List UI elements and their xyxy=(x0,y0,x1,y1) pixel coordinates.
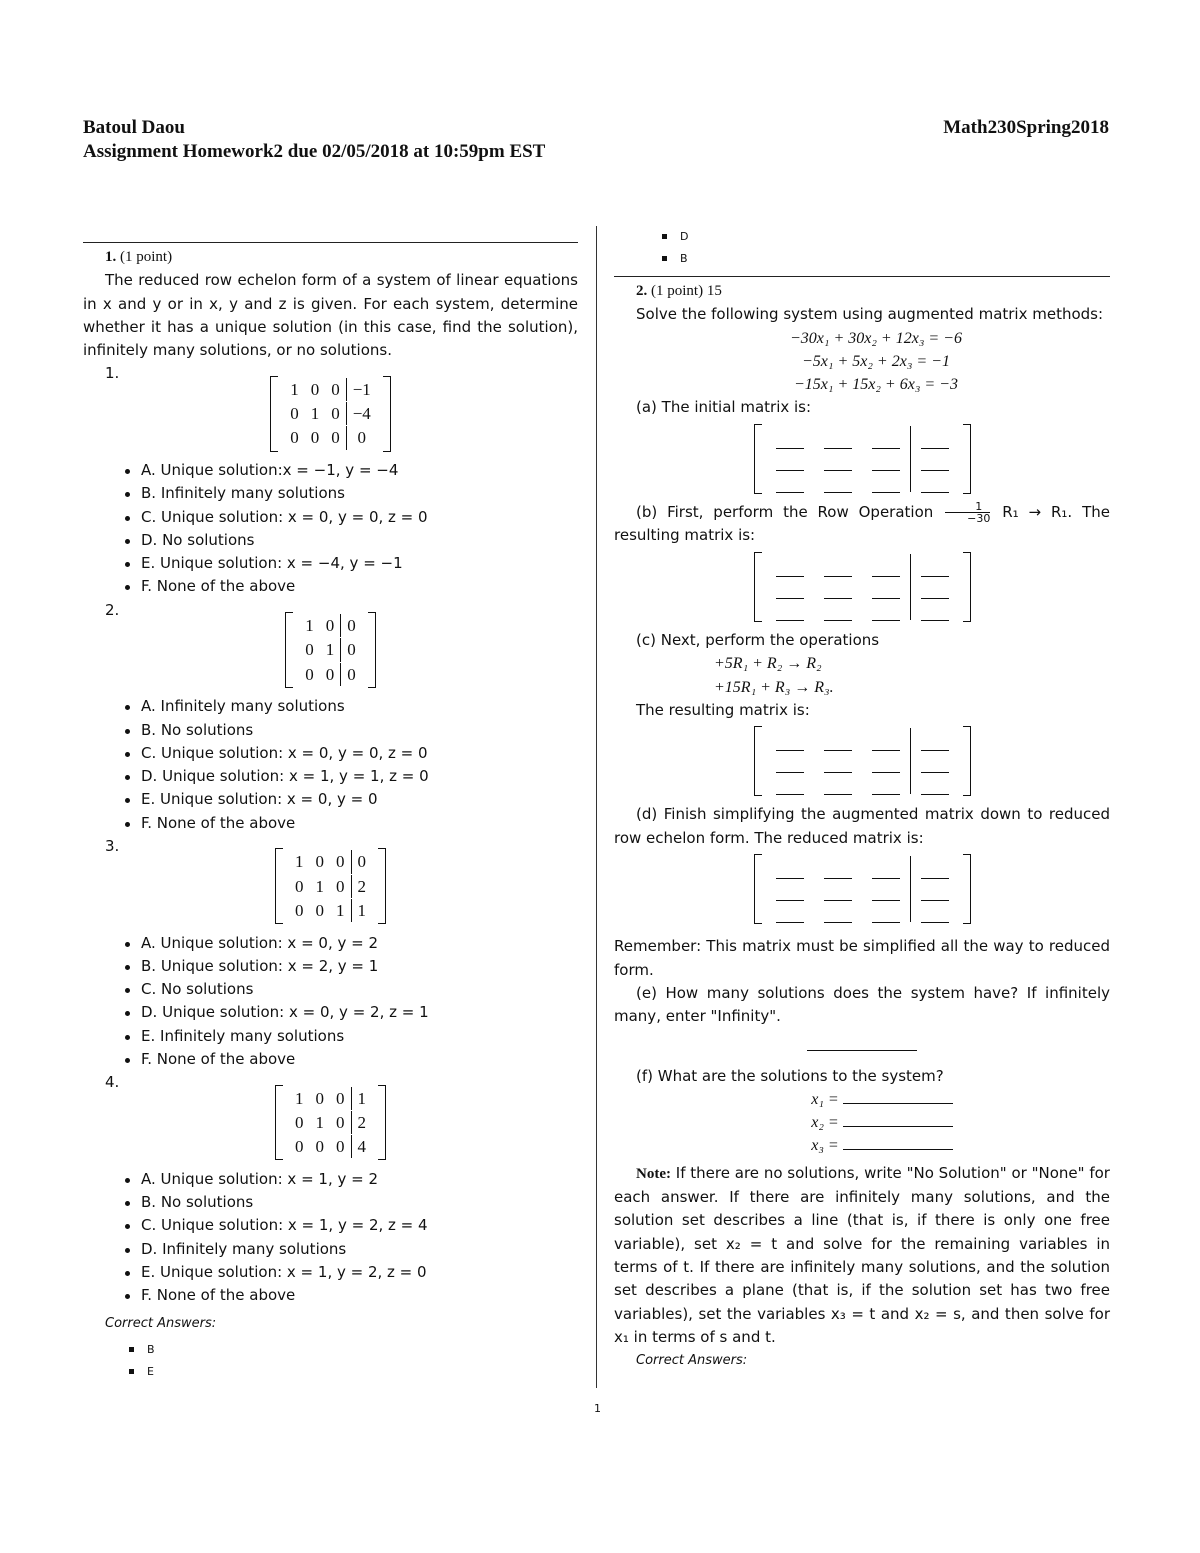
matrix-cell: 0 xyxy=(325,664,335,684)
resulting-matrix-input[interactable] xyxy=(614,722,1110,803)
matrix-left-bracket xyxy=(754,424,762,494)
matrix-cell: 0 xyxy=(305,664,314,684)
matrix-entries xyxy=(283,1085,378,1161)
option-list xyxy=(83,459,578,599)
blank-entries xyxy=(762,726,963,796)
problem-2 xyxy=(614,226,1110,1372)
correct-answer: D xyxy=(662,226,1110,248)
blank-line xyxy=(921,598,949,621)
matrix-blank[interactable] xyxy=(862,856,910,878)
matrix-blank[interactable] xyxy=(862,900,910,922)
matrix-cell: −1 xyxy=(346,378,377,401)
problem-rule xyxy=(83,242,578,243)
matrix xyxy=(275,848,386,924)
matrix-blank[interactable] xyxy=(910,554,959,576)
matrix-cell: 0 xyxy=(351,850,373,873)
problem-intro: The reduced row echelon form of a system of linear equations in x and y or in x, y and z is given. For each system, determine whether it has a unique solution (in this case, find the solution), infinitely many solutions, or no solutions. xyxy=(83,271,578,360)
answer-option[interactable]: B. No solutions xyxy=(125,1191,578,1214)
part-d-label: (d) Finish simplifying the augmented matrix down to reduced row echelon form. The reduced matrix is: xyxy=(614,805,1110,847)
matrix-blank[interactable] xyxy=(766,772,814,794)
note-body: If there are no solutions, write "No Solution" or "None" for each answer. If there are infinitely many solutions, and the solution set describes a line (that is, if there is only one free variable), set x₂ = t and solve for the remaining variables in terms of t. If there are infinitely many solutions, and the solution set describes a plane (that is, if the solution set has two free variables), set the variables x₃ = t and x₂ = s, and then solve for x₁ in terms of s and t. xyxy=(614,1163,1110,1346)
blank-line xyxy=(921,772,949,795)
answer-option[interactable]: F. None of the above xyxy=(125,575,578,598)
blank-line xyxy=(824,900,852,923)
matrix-blank[interactable] xyxy=(814,878,862,900)
matrix-cell: 0 xyxy=(336,852,345,872)
blank-line xyxy=(776,576,804,599)
matrix-cell: 0 xyxy=(336,1137,345,1157)
blank-line xyxy=(921,728,949,751)
matrix-cell: 0 xyxy=(336,1112,345,1132)
blank-line xyxy=(872,878,900,901)
blank-line xyxy=(824,598,852,621)
matrix-blank[interactable] xyxy=(814,448,862,470)
answer-option[interactable]: B. Unique solution: x = 2, y = 1 xyxy=(125,955,578,978)
answer-option[interactable]: B. No solutions xyxy=(125,719,578,742)
problem-number: 2. xyxy=(636,283,648,299)
blank-matrix xyxy=(754,726,971,796)
correct-answers-label: Correct Answers: xyxy=(105,1315,217,1331)
blank-line xyxy=(824,856,852,879)
matrix-cell: 1 xyxy=(295,852,304,872)
problem-points: (1 point) xyxy=(120,249,173,265)
matrix-blank[interactable] xyxy=(766,554,814,576)
augmented-matrix xyxy=(83,1085,578,1168)
matrix-left-bracket xyxy=(754,726,762,796)
matrix-cell: 0 xyxy=(295,1112,304,1132)
blank-line xyxy=(776,878,804,901)
row-op-fraction xyxy=(945,501,990,524)
equation: −5x₁ + 5x₂ + 2x₃ = −1 xyxy=(802,352,950,370)
part-c-result-label: The resulting matrix is: xyxy=(636,700,810,719)
option-list xyxy=(83,932,578,1072)
matrix-blank[interactable] xyxy=(910,750,959,772)
matrix-blank[interactable] xyxy=(862,772,910,794)
matrix-right-bracket xyxy=(963,726,971,796)
blank-line xyxy=(921,878,949,901)
blank-entries xyxy=(762,552,963,622)
matrix-blank[interactable] xyxy=(910,900,959,922)
blank-line xyxy=(921,426,949,449)
matrix-entries xyxy=(293,612,368,688)
matrix-blank[interactable] xyxy=(766,750,814,772)
reduced-matrix-input[interactable] xyxy=(614,850,1110,931)
equation: −30x₁ + 30x₂ + 12x₃ = −6 xyxy=(790,329,962,347)
matrix-left-bracket xyxy=(754,854,762,924)
answer-option[interactable]: C. Unique solution: x = 1, y = 2, z = 4 xyxy=(125,1214,578,1237)
part-b-result-text: R₁ → R₁. The resulting matrix is: xyxy=(614,503,1110,545)
blank-line xyxy=(776,426,804,449)
matrix-left-bracket xyxy=(285,612,293,688)
column-divider xyxy=(596,226,597,1388)
matrix-cell: 1 xyxy=(315,1112,324,1132)
matrix-cell: 1 xyxy=(295,1088,304,1108)
blank-line xyxy=(824,448,852,471)
part-label: 2. xyxy=(105,600,120,619)
part-c-label: (c) Next, perform the operations xyxy=(636,630,880,649)
blank-line xyxy=(872,900,900,923)
answer-option[interactable]: E. Unique solution: x = 1, y = 2, z = 0 xyxy=(125,1261,578,1284)
matrix-cell: 0 xyxy=(315,900,324,920)
matrix-cell: 0 xyxy=(331,379,340,399)
matrix-blank[interactable] xyxy=(862,426,910,448)
answer-option[interactable]: C. Unique solution: x = 0, y = 0, z = 0 xyxy=(125,506,578,529)
matrix-blank[interactable] xyxy=(766,856,814,878)
matrix-cell: 0 xyxy=(305,640,314,660)
problem-parts xyxy=(83,362,578,1307)
blank-line xyxy=(824,878,852,901)
augmented-matrix xyxy=(83,376,578,459)
matrix-blank[interactable] xyxy=(910,426,959,448)
matrix-cell: 0 xyxy=(310,379,320,399)
blank-line xyxy=(776,900,804,923)
initial-matrix-input[interactable] xyxy=(614,420,1110,501)
assignment-title: Assignment Homework2 due 02/05/2018 at 10:59pm EST xyxy=(83,141,546,162)
matrix-right-bracket xyxy=(378,848,386,924)
matrix-cell: 0 xyxy=(315,1088,324,1108)
solution-inputs xyxy=(614,1088,1110,1158)
matrix-blank[interactable] xyxy=(910,856,959,878)
matrix-blank[interactable] xyxy=(814,576,862,598)
blank-line xyxy=(776,728,804,751)
course-name: Math230Spring2018 xyxy=(943,117,1109,138)
matrix-right-bracket xyxy=(368,612,376,688)
blank-line xyxy=(824,470,852,493)
matrix-blank[interactable] xyxy=(814,598,862,620)
student-name: Batoul Daou xyxy=(83,117,185,138)
matrix-cell: 1 xyxy=(315,876,324,896)
matrix-cell: 1 xyxy=(305,616,314,636)
part-e-label: (e) How many solutions does the system have? If infinitely many, enter "Infinity". xyxy=(614,983,1110,1026)
remember-label: Remember: xyxy=(614,937,702,956)
blank-line xyxy=(921,856,949,879)
matrix-cell: 0 xyxy=(315,1137,324,1157)
option-list xyxy=(83,1168,578,1308)
blank-entries xyxy=(762,424,963,494)
correct-answer: B xyxy=(129,1339,578,1361)
matrix-blank[interactable] xyxy=(910,598,959,620)
matrix xyxy=(270,376,391,452)
blank-line xyxy=(872,448,900,471)
problem-intro: Solve the following system using augmented matrix methods: xyxy=(636,305,1104,324)
matrix-cell: 0 xyxy=(315,852,324,872)
matrix-right-bracket xyxy=(963,424,971,494)
matrix-left-bracket xyxy=(275,848,283,924)
matrix-cell: 0 xyxy=(336,1088,345,1108)
answer-option[interactable]: D. Unique solution: x = 0, y = 2, z = 1 xyxy=(125,1001,578,1024)
remember-body: This matrix must be simplified all the way to reduced form. xyxy=(614,937,1110,979)
blank-line xyxy=(872,470,900,493)
answer-option[interactable]: E. Infinitely many solutions xyxy=(125,1025,578,1048)
matrix-cell: 0 xyxy=(295,900,304,920)
answer-option[interactable]: D. Unique solution: x = 1, y = 1, z = 0 xyxy=(125,765,578,788)
answer-option[interactable]: B. Infinitely many solutions xyxy=(125,482,578,505)
remember-text xyxy=(614,935,1110,982)
correct-answer-list xyxy=(83,1339,578,1383)
matrix-right-bracket xyxy=(963,552,971,622)
matrix-blank[interactable] xyxy=(814,728,862,750)
answer-option[interactable]: F. None of the above xyxy=(125,812,578,835)
problem-points: (1 point) 15 xyxy=(651,283,722,299)
blank-line xyxy=(872,750,900,773)
answer-option[interactable]: E. Unique solution: x = −4, y = −1 xyxy=(125,552,578,575)
part-a-label: (a) The initial matrix is: xyxy=(636,398,812,417)
variable-label: x₃ = xyxy=(811,1137,843,1155)
correct-answer: E xyxy=(129,1361,578,1383)
equation-system xyxy=(614,327,1110,397)
blank-line xyxy=(824,772,852,795)
matrix-cell: 0 xyxy=(310,428,320,448)
blank-line xyxy=(824,554,852,577)
matrix-cell: 0 xyxy=(340,614,362,637)
matrix-cell: 2 xyxy=(351,1111,373,1134)
blank-line xyxy=(776,448,804,471)
matrix-cell: 1 xyxy=(351,899,373,922)
fraction-denominator: −30 xyxy=(967,512,991,526)
matrix-cell: 1 xyxy=(351,1087,373,1110)
variable-label: x₁ = xyxy=(811,1090,843,1108)
blank-line xyxy=(824,576,852,599)
matrix-blank[interactable] xyxy=(814,470,862,492)
answer-option[interactable]: F. None of the above xyxy=(125,1048,578,1071)
row-operation: +15R₁ + R₃ → R₃. xyxy=(714,678,834,696)
part-b-label: (b) First, perform the Row Operation xyxy=(636,503,934,522)
blank-line xyxy=(872,576,900,599)
matrix-cell: 0 xyxy=(331,404,340,424)
matrix-cell: 0 xyxy=(336,876,345,896)
blank-line xyxy=(776,598,804,621)
matrix-cell: 0 xyxy=(346,426,377,449)
answer-option[interactable]: F. None of the above xyxy=(125,1284,578,1307)
matrix-right-bracket xyxy=(383,376,391,452)
problem-1 xyxy=(83,242,578,1383)
page-number: 1 xyxy=(594,1402,601,1415)
augmented-matrix xyxy=(83,848,578,931)
matrix-blank[interactable] xyxy=(910,470,959,492)
matrix-blank[interactable] xyxy=(910,576,959,598)
matrix-blank[interactable] xyxy=(862,728,910,750)
blank-line xyxy=(872,426,900,449)
matrix-blank[interactable] xyxy=(766,878,814,900)
matrix-cell: 0 xyxy=(340,663,362,686)
matrix-blank[interactable] xyxy=(766,426,814,448)
answer-option[interactable]: A. Unique solution: x = 1, y = 2 xyxy=(125,1168,578,1191)
matrix-left-bracket xyxy=(275,1085,283,1161)
blank-matrix xyxy=(754,552,971,622)
answer-option[interactable]: C. No solutions xyxy=(125,978,578,1001)
blank-line xyxy=(872,728,900,751)
matrix-cell: 1 xyxy=(290,379,299,399)
blank-line xyxy=(921,554,949,577)
matrix-left-bracket xyxy=(754,552,762,622)
note-text xyxy=(614,1162,1110,1349)
answer-option[interactable]: C. Unique solution: x = 0, y = 0, z = 0 xyxy=(125,742,578,765)
matrix-cell: 0 xyxy=(325,616,335,636)
blank-line xyxy=(921,750,949,773)
answer-option[interactable]: A. Unique solution: x = 0, y = 2 xyxy=(125,932,578,955)
matrix-cell: 0 xyxy=(290,428,299,448)
matrix-cell: 1 xyxy=(325,640,335,660)
matrix-blank[interactable] xyxy=(814,900,862,922)
blank-line xyxy=(776,856,804,879)
solution-row xyxy=(654,1111,1110,1134)
matrix-blank[interactable] xyxy=(910,878,959,900)
correct-answer: B xyxy=(662,248,1110,270)
matrix-blank[interactable] xyxy=(862,576,910,598)
matrix-cell: 0 xyxy=(340,638,362,661)
variable-label: x₂ = xyxy=(811,1114,843,1132)
matrix-blank[interactable] xyxy=(862,554,910,576)
matrix-cell: 1 xyxy=(310,404,320,424)
blank-entries xyxy=(762,854,963,924)
matrix-blank[interactable] xyxy=(910,448,959,470)
matrix-blank[interactable] xyxy=(862,448,910,470)
blank-matrix xyxy=(754,424,971,494)
matrix-cell: 0 xyxy=(290,404,299,424)
matrix-cell: 0 xyxy=(295,876,304,896)
matrix-blank[interactable] xyxy=(862,598,910,620)
blank-line xyxy=(776,750,804,773)
matrix-right-bracket xyxy=(963,854,971,924)
matrix-entries xyxy=(278,376,383,452)
correct-answer-list-continued xyxy=(614,226,1110,270)
matrix-cell: 1 xyxy=(336,900,345,920)
matrix-cell: 0 xyxy=(331,428,340,448)
matrix-blank[interactable] xyxy=(814,554,862,576)
matrix-entries xyxy=(283,848,378,924)
part-label: 1. xyxy=(105,364,120,383)
matrix-blank[interactable] xyxy=(862,470,910,492)
note-label: Note: xyxy=(636,1165,671,1182)
matrix-blank[interactable] xyxy=(814,772,862,794)
answer-option[interactable]: D. Infinitely many solutions xyxy=(125,1238,578,1261)
blank-line xyxy=(824,728,852,751)
answer-option[interactable]: A. Unique solution:x = −1, y = −4 xyxy=(125,459,578,482)
blank-line xyxy=(872,554,900,577)
matrix-left-bracket xyxy=(270,376,278,452)
blank-line xyxy=(921,576,949,599)
matrix-cell: 0 xyxy=(295,1137,304,1157)
matrix-blank[interactable] xyxy=(814,426,862,448)
matrix-blank[interactable] xyxy=(814,856,862,878)
matrix-blank[interactable] xyxy=(766,598,814,620)
blank-line xyxy=(776,772,804,795)
part-label: 4. xyxy=(105,1073,120,1092)
blank-line xyxy=(824,426,852,449)
matrix-blank[interactable] xyxy=(814,750,862,772)
matrix-blank[interactable] xyxy=(862,878,910,900)
matrix xyxy=(275,1085,386,1161)
fraction-numerator: 1 xyxy=(945,501,990,513)
part-label: 3. xyxy=(105,837,120,856)
solution-row xyxy=(654,1134,1110,1157)
matrix-blank[interactable] xyxy=(766,470,814,492)
blank-matrix xyxy=(754,854,971,924)
answer-option[interactable]: A. Infinitely many solutions xyxy=(125,695,578,718)
part-b-text xyxy=(614,501,1110,548)
problem-rule xyxy=(614,276,1110,277)
solution-count-input[interactable] xyxy=(807,1036,917,1051)
problem-number: 1. xyxy=(105,249,117,265)
matrix-blank[interactable] xyxy=(910,772,959,794)
matrix-blank[interactable] xyxy=(862,750,910,772)
blank-line xyxy=(921,448,949,471)
matrix-cell: 2 xyxy=(351,875,373,898)
blank-line xyxy=(824,750,852,773)
matrix-blank[interactable] xyxy=(766,900,814,922)
equation: −15x₁ + 15x₂ + 6x₃ = −3 xyxy=(794,376,958,394)
correct-answers-label: Correct Answers: xyxy=(636,1353,748,1369)
matrix-blank[interactable] xyxy=(766,576,814,598)
matrix-cell: −4 xyxy=(346,402,377,425)
blank-line xyxy=(921,900,949,923)
matrix-right-bracket xyxy=(378,1085,386,1161)
part-f-label: (f) What are the solutions to the system? xyxy=(636,1066,944,1085)
row-operations xyxy=(614,652,1110,699)
blank-line xyxy=(872,772,900,795)
blank-line xyxy=(776,470,804,493)
augmented-matrix xyxy=(83,612,578,695)
answer-option[interactable]: D. No solutions xyxy=(125,529,578,552)
blank-line xyxy=(776,554,804,577)
blank-line xyxy=(921,470,949,493)
matrix-blank[interactable] xyxy=(910,728,959,750)
answer-option[interactable]: E. Unique solution: x = 0, y = 0 xyxy=(125,788,578,811)
matrix-blank[interactable] xyxy=(766,728,814,750)
option-list xyxy=(83,695,578,835)
blank-line xyxy=(872,856,900,879)
solution-input[interactable] xyxy=(843,1112,953,1127)
row-operation: +5R₁ + R₂ → R₂ xyxy=(714,655,822,673)
matrix-cell: 4 xyxy=(351,1135,373,1158)
row-op-matrix-input[interactable] xyxy=(614,548,1110,629)
matrix-blank[interactable] xyxy=(766,448,814,470)
matrix xyxy=(285,612,376,688)
solution-input[interactable] xyxy=(843,1135,953,1150)
solution-input[interactable] xyxy=(843,1089,953,1104)
solution-row xyxy=(654,1088,1110,1111)
blank-line xyxy=(872,598,900,621)
